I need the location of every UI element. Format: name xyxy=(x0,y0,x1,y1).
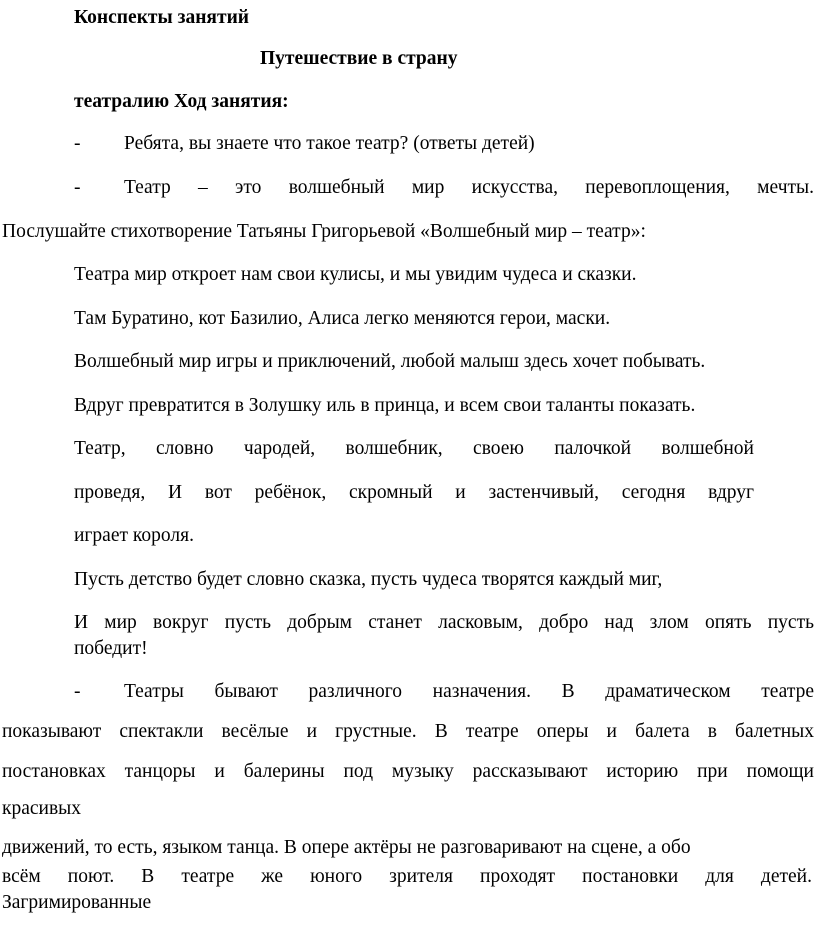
document-heading: Конспекты занятий xyxy=(74,7,250,28)
poem-line: играет короля. xyxy=(74,525,194,546)
poem-line: Театр, словно чародей, волшебник, своею палочкой волшебной xyxy=(74,438,754,459)
theatres-paragraph-line-7: Загримированные xyxy=(2,892,152,913)
theatres-paragraph-line-6: всём поют. В театре же юного зрителя проходят постановки для детей. xyxy=(2,866,812,887)
theatres-paragraph-line-4: красивых xyxy=(2,798,82,819)
poem-line: победит! xyxy=(74,638,148,659)
lesson-title-line-1: Путешествие в страну xyxy=(260,48,458,69)
poem-line: И мир вокруг пусть добрым станет ласковым, добро над злом опять пусть xyxy=(74,612,814,633)
poem-line: Там Буратино, кот Базилио, Алиса легко меняются герои, маски. xyxy=(74,308,611,329)
poem-line: Волшебный мир игры и приключений, любой малыш здесь хочет побывать. xyxy=(74,351,706,372)
question-paragraph: Ребята, вы знаете что такое театр? (ответы детей) xyxy=(124,133,535,154)
theatres-paragraph-line-5: движений, то есть, языком танца. В опере актёры не разговаривают на сцене, а обо xyxy=(2,837,691,858)
poem-line: проведя, И вот ребёнок, скромный и застенчивый, сегодня вдруг xyxy=(74,482,754,503)
list-dash: - xyxy=(74,681,81,702)
theatres-paragraph-line-1: Театры бывают различного назначения. В драматическом театре xyxy=(124,681,814,702)
list-dash: - xyxy=(74,177,81,198)
theatre-intro-line-2: Послушайте стихотворение Татьяны Григорьевой «Волшебный мир – театр»: xyxy=(2,221,646,242)
poem-line: Пусть детство будет словно сказка, пусть чудеса творятся каждый миг, xyxy=(74,569,663,590)
lesson-title-line-2: театралию Ход занятия: xyxy=(74,91,289,112)
poem-line: Вдруг превратится в Золушку иль в принца, и всем свои таланты показать. xyxy=(74,395,696,416)
theatres-paragraph-line-2: показывают спектакли весёлые и грустные. В театре оперы и балета в балетных xyxy=(2,721,814,742)
poem-line: Театра мир откроет нам свои кулисы, и мы увидим чудеса и сказки. xyxy=(74,264,637,285)
theatre-intro-line-1: Театр – это волшебный мир искусства, перевоплощения, мечты. xyxy=(124,177,814,198)
theatres-paragraph-line-3: постановках танцоры и балерины под музыку рассказывают историю при помощи xyxy=(2,761,814,782)
list-dash: - xyxy=(74,133,81,154)
